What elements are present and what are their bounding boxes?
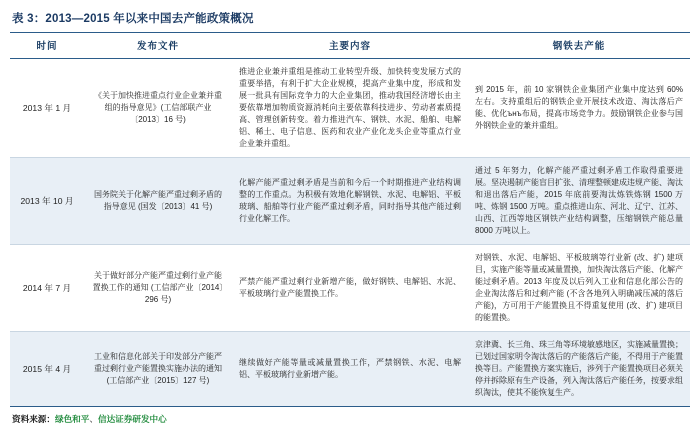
- source-org-2: 信达证券研发中心: [97, 414, 167, 424]
- table-header: [10, 33, 690, 59]
- table-row: [10, 332, 690, 407]
- cell-time: 2014 年 7 月: [10, 245, 84, 332]
- table-row: [10, 59, 690, 158]
- table-row: [10, 158, 690, 245]
- cell-document: 工业和信息化部关于印发部分产能严重过剩行业产能置换实施办法的通知 (工信部产业〔2015〕127 号): [84, 332, 232, 407]
- column-header-main-content: 主要内容: [232, 33, 468, 59]
- column-header-document: 发布文件: [84, 33, 232, 59]
- cell-steel-capacity: 通过 5 年努力，化解产能严重过剩矛盾工作取得重要进展。坚决遏制产能盲目扩张、清理整顿建成违规产能、淘汰和退出落后产能，2015 年底前要淘汰炼铁炼钢 1500 万吨、炼钢 1500 万吨。重点推进山东、河北、辽宁、江苏、山西、江西等地区钢铁产业结构调整，压缩钢铁产能总量 8000 万吨以上。: [468, 158, 690, 245]
- column-header-time: 时间: [10, 33, 84, 59]
- cell-main-content: 推进企业兼并重组是推动工业转型升级、加快转变发展方式的重要举措，有利于扩大企业规模，提高产业集中度，形成和发展一批具有国际竞争力的大企业集团，推动我国经济增长由主要依靠增加物质资源消耗向主要依靠科技进步、劳动者素质提高、管理创新转变。着力推进汽车、钢铁、水泥、船舶、电解铝、稀土、电子信息、医药和农业产业化龙头企业等重点行业企业兼并重组。: [232, 59, 468, 158]
- column-header-steel-capacity: 钢铁去产能: [468, 33, 690, 59]
- table-row: [10, 245, 690, 332]
- source-org-1: 绿色和平: [54, 414, 90, 424]
- cell-main-content: 严禁产能严重过剩行业新增产能，做好钢铁、电解铝、水泥、平板玻璃行业产能置换工作。: [232, 245, 468, 332]
- table-body: [10, 59, 690, 407]
- cell-steel-capacity: 到 2015 年，前 10 家钢铁企业集团产业集中度达到 60% 左右。支持重组后的钢铁企业开展技术改造、淘汰落后产能、优化ънъ布局，提高市场竞争力。鼓励钢铁企业参与国外钢铁企业的兼并重组。: [468, 59, 690, 158]
- page-title: 表 3：2013—2015 年以来中国去产能政策概况: [12, 13, 254, 25]
- source-label: 资料来源：: [12, 414, 55, 424]
- source-note: [10, 413, 690, 425]
- table-header-row: [10, 33, 690, 59]
- policy-table: [10, 32, 690, 407]
- cell-document: 《关于加快推进重点行业企业兼并重组的指导意见》(工信部联产业〔2013〕16 号): [84, 59, 232, 158]
- cell-time: 2015 年 4 月: [10, 332, 84, 407]
- cell-main-content: 化解产能严重过剩矛盾是当前和今后一个时期推进产业结构调整的工作重点。为积极有效地化解钢铁、水泥、电解铝、平板玻璃、船舶等行业产能严重过剩矛盾，同时指导其他产能过剩行业化解工作。: [232, 158, 468, 245]
- cell-time: 2013 年 1 月: [10, 59, 84, 158]
- source-separator: 、: [89, 414, 98, 424]
- cell-document: 国务院关于化解产能严重过剩矛盾的指导意见 (国发〔2013〕41 号): [84, 158, 232, 245]
- cell-steel-capacity: 京津冀、长三角、珠三角等环境敏感地区，实施减量置换；已划过国家明令淘汰落后的产能落后产能，不得用于产能置换等目。产能置换方案实施后，涉列于产能置换项目必须关停并拆除原有生产设备，列入淘汰落后产能任务，按要求组织淘汰，使其不能恢复生产。: [468, 332, 690, 407]
- cell-time: 2013 年 10 月: [10, 158, 84, 245]
- cell-main-content: 继续做好产能等量或减量置换工作，严禁钢铁、水泥、电解铝、平板玻璃行业新增产能。: [232, 332, 468, 407]
- cell-steel-capacity: 对钢铁、水泥、电解铝、平板玻璃等行业新 (改、扩) 建项目，实施产能等量或减量置换，加快淘汰落后产能、化解产能过剩矛盾。2013 年度及以后列入工业和信息化部公告的企业淘汰落后和过剩产能 (不含各地列入明确减压减的落后产能)，方可用于产能置换且不得重复使用 (改、扩) 建项目的能置换。: [468, 245, 690, 332]
- cell-document: 关于做好部分产能严重过剩行业产能置换工作的通知 (工信部产业〔2014〕296 号): [84, 245, 232, 332]
